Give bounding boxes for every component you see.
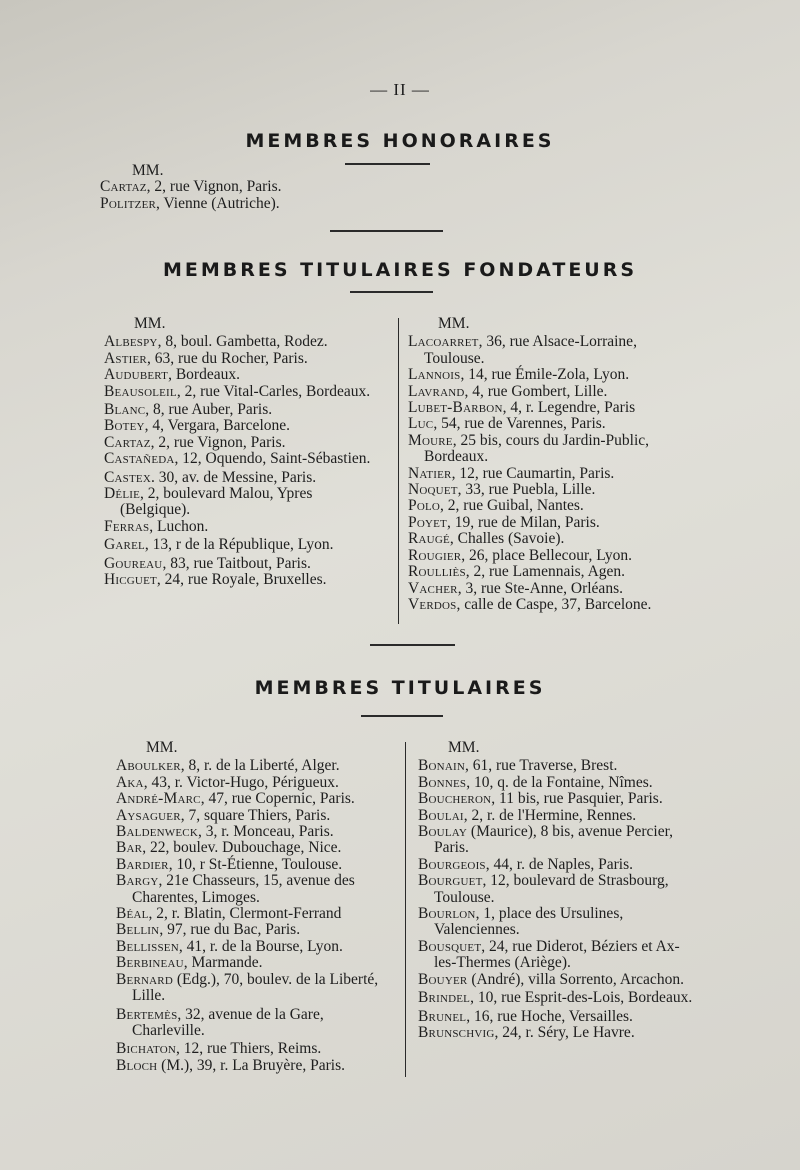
heading-underline xyxy=(350,291,433,293)
member-address: , 10, r St-Étienne, Toulouse. xyxy=(168,855,343,873)
honoraires-mm: MM. xyxy=(132,162,164,179)
member-name: Bellin xyxy=(116,921,160,939)
member-name: Bonnes xyxy=(418,773,467,791)
member-name: Brunschvig xyxy=(418,1023,495,1041)
list-item xyxy=(418,1009,702,1025)
member-address: , 26, place Bellecour, Lyon. xyxy=(461,546,632,564)
list-item xyxy=(104,519,386,535)
member-address: , 21e Chasseurs, 15, avenue des Charentes, Limoges. xyxy=(132,872,355,906)
list-item xyxy=(116,1041,396,1057)
member-name: Luc xyxy=(408,415,434,433)
member-name: Polo xyxy=(408,497,441,515)
member-name: Garel xyxy=(104,536,145,554)
member-name: Rougier xyxy=(408,546,462,564)
member-address: , 12, Oquendo, Saint-Sébastien. xyxy=(174,450,371,468)
member-address: (M.), 39, r. La Bruyère, Paris. xyxy=(157,1056,345,1074)
list-item xyxy=(408,334,690,367)
member-address: , Bordeaux. xyxy=(168,366,240,384)
list-item xyxy=(408,498,690,514)
list-item xyxy=(104,402,386,418)
member-address: , 47, rue Copernic, Paris. xyxy=(200,790,355,808)
titulaires-left-mm: MM. xyxy=(146,739,178,756)
member-address: , 54, rue de Varennes, Paris. xyxy=(433,415,606,433)
list-item xyxy=(104,486,386,519)
list-item xyxy=(116,939,396,955)
member-address: , 2, rue Lamennais, Agen. xyxy=(465,563,626,581)
member-name: Botey xyxy=(104,417,145,435)
member-address: , 3, r. Monceau, Paris. xyxy=(198,823,334,841)
column-separator xyxy=(405,742,406,1077)
member-name: Astier xyxy=(104,349,147,367)
member-address: , 12, boulevard de Strasbourg, Toulouse. xyxy=(434,872,669,906)
member-address: , 4, rue Gombert, Lille. xyxy=(464,382,608,400)
member-name: Cartaz xyxy=(100,178,147,196)
member-address: , 1, place des Ursulines, Valenciennes. xyxy=(434,905,624,939)
list-item xyxy=(418,972,702,988)
fondateurs-left-mm: MM. xyxy=(134,315,166,332)
list-item xyxy=(408,416,690,432)
list-item xyxy=(418,791,702,807)
list-item xyxy=(418,857,702,873)
member-address: , 8, rue Auber, Paris. xyxy=(145,401,273,419)
member-address: , 10, q. de la Fontaine, Nîmes. xyxy=(466,773,653,791)
member-address: . 30, av. de Messine, Paris. xyxy=(150,468,317,486)
list-item xyxy=(418,906,702,939)
member-name: Aboulker xyxy=(116,757,181,775)
member-name: Poyet xyxy=(408,513,447,531)
member-address: (Edg.), 70, boulev. de la Liberté, Lille. xyxy=(132,970,379,1005)
member-address: , 12, rue Thiers, Reims. xyxy=(176,1040,322,1058)
member-name: Baldenweck xyxy=(116,823,198,841)
member-name: Bourgeois xyxy=(418,855,486,873)
member-name: Goureau xyxy=(104,554,163,572)
member-address: , 8, r. de la Liberté, Alger. xyxy=(180,757,340,775)
list-item xyxy=(104,384,386,400)
member-name: Ferras xyxy=(104,517,150,535)
list-item xyxy=(104,418,386,434)
list-item xyxy=(418,758,702,774)
list-item xyxy=(418,990,702,1006)
member-name: Boulay xyxy=(418,823,468,841)
member-name: Lacoarret xyxy=(408,333,479,351)
member-address: , 2, rue Vignon, Paris. xyxy=(146,178,282,196)
list-item xyxy=(418,939,702,972)
member-address: , 24, rue Diderot, Béziers et Ax-les-Thermes (Ariège). xyxy=(434,937,680,972)
member-name: Politzer xyxy=(100,194,157,212)
member-name: Bernard xyxy=(116,970,173,988)
member-name: Blanc xyxy=(104,401,146,419)
list-item xyxy=(100,196,520,212)
member-address: , 2, boulevard Malou, Ypres (Belgique). xyxy=(120,485,313,519)
honoraires-list xyxy=(100,163,520,212)
list-item xyxy=(116,791,396,807)
member-address: , 12, rue Caumartin, Paris. xyxy=(451,464,615,482)
list-item xyxy=(116,775,396,791)
member-address: , 43, r. Victor-Hugo, Périgueux. xyxy=(143,773,339,791)
member-address: , 97, rue du Bac, Paris. xyxy=(159,921,301,939)
member-name: Roulliès xyxy=(408,563,466,581)
heading-underline xyxy=(361,715,443,717)
member-name: Bourguet xyxy=(418,872,483,890)
list-item xyxy=(104,537,386,553)
member-name: Brindel xyxy=(418,989,471,1007)
member-address: , 32, avenue de la Gare, Charleville. xyxy=(132,1005,324,1039)
member-address: , 2, r. Blatin, Clermont-Ferrand xyxy=(148,905,342,923)
member-name: Bertemès xyxy=(116,1005,178,1023)
member-name: Boulai xyxy=(418,806,464,824)
list-item xyxy=(418,775,702,791)
member-name: Bousquet xyxy=(418,937,482,955)
member-address: , Vienne (Autriche). xyxy=(156,194,280,212)
member-address: , 83, rue Taitbout, Paris. xyxy=(162,554,311,572)
list-item xyxy=(408,400,690,416)
list-item xyxy=(418,824,702,857)
list-item xyxy=(116,840,396,856)
list-item xyxy=(116,857,396,873)
member-name: Castañeda xyxy=(104,450,175,468)
fondateurs-right-mm: MM. xyxy=(438,315,470,332)
section-divider xyxy=(370,644,455,646)
member-name: Bonain xyxy=(418,757,465,775)
list-item xyxy=(104,367,386,383)
list-item xyxy=(408,597,690,613)
member-address: , 2, rue Vital-Carles, Bordeaux. xyxy=(176,382,371,400)
member-address: , 13, r de la République, Lyon. xyxy=(144,536,334,554)
list-item xyxy=(116,972,396,1005)
member-name: Moure xyxy=(408,431,453,449)
member-address: , 2, rue Vignon, Paris. xyxy=(150,433,286,451)
member-name: Bourlon xyxy=(418,905,476,923)
list-item xyxy=(104,351,386,367)
member-name: Bar xyxy=(116,839,143,857)
list-item xyxy=(104,572,386,588)
member-name: Berbineau xyxy=(116,954,184,972)
member-address: , 33, rue Puebla, Lille. xyxy=(457,481,596,499)
member-name: Cartaz xyxy=(104,433,151,451)
member-address: , 10, rue Esprit-des-Lois, Bordeaux. xyxy=(470,989,693,1007)
list-item xyxy=(408,564,690,580)
list-item xyxy=(408,367,690,383)
list-item xyxy=(408,531,690,547)
list-item xyxy=(408,515,690,531)
member-name: Lubet-Barbon xyxy=(408,399,503,417)
member-name: Hicguet xyxy=(104,571,157,589)
member-name: Castex xyxy=(104,468,151,486)
list-item xyxy=(408,466,690,482)
member-name: André-Marc xyxy=(116,790,201,808)
list-item xyxy=(116,1058,396,1074)
list-item xyxy=(116,758,396,774)
member-name: Lavrand xyxy=(408,382,465,400)
fondateurs-right-column xyxy=(408,316,690,613)
titulaires-right-column xyxy=(418,740,702,1041)
member-address: , 36, rue Alsace-Lorraine, Toulouse. xyxy=(424,333,637,367)
list-item xyxy=(104,334,386,350)
member-address: , 22, boulev. Dubouchage, Nice. xyxy=(142,839,342,857)
member-address: , 4, r. Legendre, Paris xyxy=(502,399,636,417)
list-item xyxy=(408,384,690,400)
member-address: , Luchon. xyxy=(149,517,209,535)
member-address: , 24, rue Royale, Bruxelles. xyxy=(156,571,327,589)
list-item xyxy=(418,1025,702,1041)
member-name: Audubert xyxy=(104,366,169,384)
list-item xyxy=(100,179,520,195)
titulaires-left-column xyxy=(116,740,396,1074)
list-item xyxy=(104,556,386,572)
list-item xyxy=(116,873,396,906)
member-name: Aka xyxy=(116,773,144,791)
member-address: , 19, rue de Milan, Paris. xyxy=(446,513,600,531)
section-divider xyxy=(330,230,443,232)
list-item xyxy=(408,482,690,498)
list-item xyxy=(104,470,386,486)
member-name: Béal xyxy=(116,905,149,923)
member-name: Bellissen xyxy=(116,937,179,955)
member-address: , 2, r. de l'Hermine, Rennes. xyxy=(463,806,637,824)
list-item xyxy=(104,435,386,451)
member-name: Bichaton xyxy=(116,1040,177,1058)
member-address: (Maurice), 8 bis, avenue Percier, Paris. xyxy=(434,823,673,857)
member-name: Verdos xyxy=(408,595,457,613)
member-name: Beausoleil xyxy=(104,382,177,400)
titulaires-right-mm: MM. xyxy=(448,739,480,756)
list-item xyxy=(116,906,396,922)
member-name: Natier xyxy=(408,464,452,482)
list-item xyxy=(104,451,386,467)
member-name: Noquet xyxy=(408,481,458,499)
member-name: Bloch xyxy=(116,1056,158,1074)
member-name: Lannois xyxy=(408,366,461,384)
member-address: , 25 bis, cours du Jardin-Public, Bordeaux. xyxy=(424,431,650,466)
member-address: , 3, rue Ste-Anne, Orléans. xyxy=(457,579,623,597)
member-address: , 14, rue Émile-Zola, Lyon. xyxy=(460,366,630,384)
list-item xyxy=(116,922,396,938)
member-address: , 41, r. de la Bourse, Lyon. xyxy=(178,937,343,955)
member-address: , 11 bis, rue Pasquier, Paris. xyxy=(491,790,663,808)
member-address: , 8, boul. Gambetta, Rodez. xyxy=(157,333,328,351)
member-address: , Challes (Savoie). xyxy=(449,530,565,548)
member-address: , 2, rue Guibal, Nantes. xyxy=(440,497,584,515)
member-name: Vacher xyxy=(408,579,458,597)
page-folio: — II — xyxy=(370,80,430,99)
list-item xyxy=(408,433,690,466)
member-name: Bardier xyxy=(116,855,169,873)
member-address: , 4, Vergara, Barcelone. xyxy=(144,417,290,435)
fondateurs-left-column xyxy=(104,316,386,589)
member-address: , 24, r. Séry, Le Havre. xyxy=(494,1023,635,1041)
member-address: , 16, rue Hoche, Versailles. xyxy=(466,1007,633,1025)
member-name: Bouyer xyxy=(418,970,468,988)
member-address: , 44, r. de Naples, Paris. xyxy=(485,855,633,873)
member-address: , calle de Caspe, 37, Barcelone. xyxy=(456,595,652,613)
member-address: , 7, square Thiers, Paris. xyxy=(180,806,331,824)
heading-membres-titulaires-fondateurs: MEMBRES TITULAIRES FONDATEURS xyxy=(162,259,638,281)
list-item xyxy=(116,824,396,840)
member-name: Albespy xyxy=(104,333,158,351)
list-item xyxy=(418,873,702,906)
member-address: , 63, rue du Rocher, Paris. xyxy=(146,349,308,367)
list-item xyxy=(408,581,690,597)
list-item xyxy=(418,808,702,824)
list-item xyxy=(116,955,396,971)
member-name: Aysaguer xyxy=(116,806,181,824)
list-item xyxy=(116,1007,396,1040)
member-name: Délie xyxy=(104,485,141,503)
list-item xyxy=(408,548,690,564)
member-name: Boucheron xyxy=(418,790,492,808)
member-address: , Marmande. xyxy=(183,954,263,972)
heading-membres-honoraires: MEMBRES HONORAIRES xyxy=(245,130,555,152)
member-name: Bargy xyxy=(116,872,159,890)
column-separator xyxy=(398,318,399,624)
member-name: Raugé xyxy=(408,530,450,548)
member-address: (André), villa Sorrento, Arcachon. xyxy=(467,970,684,988)
heading-membres-titulaires: MEMBRES TITULAIRES xyxy=(254,677,546,699)
list-item xyxy=(116,808,396,824)
member-name: Brunel xyxy=(418,1007,467,1025)
member-address: , 61, rue Traverse, Brest. xyxy=(464,757,618,775)
